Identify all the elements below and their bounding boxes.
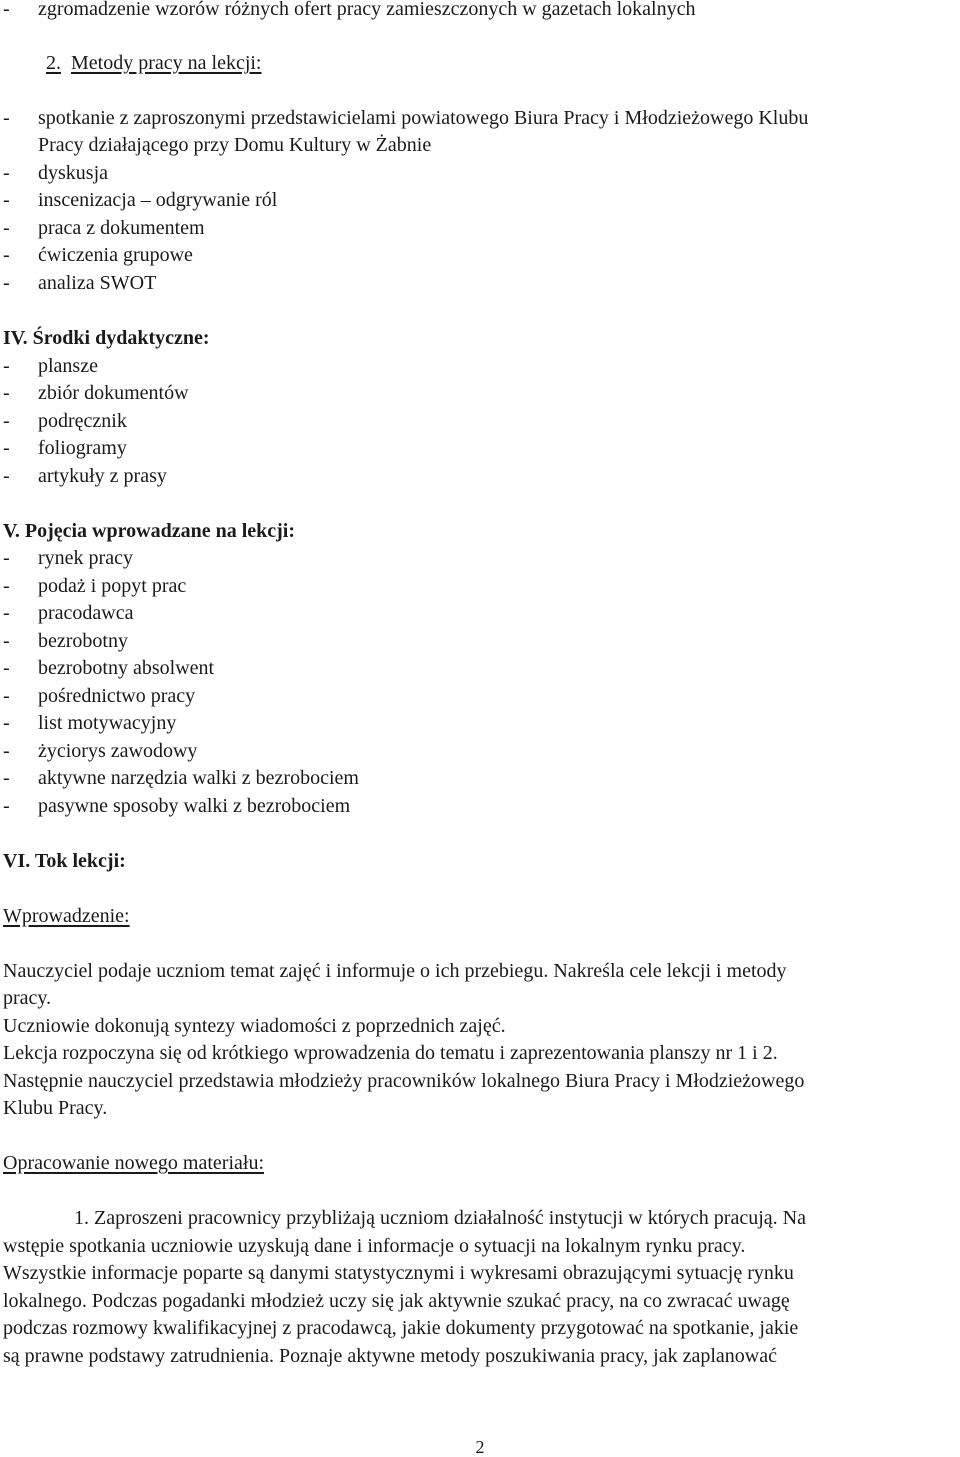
list-item-text: zgromadzenie wzorów różnych ofert pracy zamieszczonych w gazetach lokalnych <box>38 0 696 20</box>
paragraph-line: pracy. <box>3 987 52 1009</box>
paragraph-line: Wszystkie informacje poparte są danymi statystycznymi i wykresami obrazującymi sytuację rynku <box>3 1262 794 1284</box>
lesson-flow-heading: VI. Tok lekcji: <box>3 850 126 872</box>
bullet-dash: - <box>3 0 10 20</box>
list-item: - podręcznik <box>3 410 127 432</box>
list-item: - aktywne narzędzia walki z bezrobociem <box>3 767 359 789</box>
paragraph-line: wstępie spotkania uczniowie uzyskują dane i informacje o sytuacji na lokalnym rynku pracy. <box>3 1235 746 1257</box>
list-item: - bezrobotny <box>3 630 128 652</box>
concepts-heading: V. Pojęcia wprowadzane na lekcji: <box>3 520 296 542</box>
list-item: - podaż i popyt prac <box>3 575 187 597</box>
paragraph-line: Następnie nauczyciel przedstawia młodzieży pracowników lokalnego Biura Pracy i Młodzieżowego <box>3 1070 805 1092</box>
list-item: - foliogramy <box>3 437 127 459</box>
list-item: - pośrednictwo pracy <box>3 685 196 707</box>
list-item: - rynek pracy <box>3 547 133 569</box>
list-item: - list motywacyjny <box>3 712 177 734</box>
paragraph-line: Uczniowie dokonują syntezy wiadomości z poprzednich zajęć. <box>3 1015 506 1037</box>
list-item: - pasywne sposoby walki z bezrobociem <box>3 795 351 817</box>
paragraph-line: lokalnego. Podczas pogadanki młodzież uczy się jak aktywnie szukać pracy, na co zwracać uwagę <box>3 1290 790 1312</box>
methods-heading <box>46 50 262 77</box>
list-item-continuation: Pracy działającego przy Domu Kultury w Żabnie <box>38 134 432 156</box>
list-item: - artykuły z prasy <box>3 465 167 487</box>
methods-title: Metody pracy na lekcji: <box>71 52 262 74</box>
intro-label: Wprowadzenie: <box>3 905 130 927</box>
list-item: - spotkanie z zaproszonymi przedstawicielami powiatowego Biura Pracy i Młodzieżowego Klubu <box>3 107 809 129</box>
methods-number: 2. <box>46 52 61 74</box>
paragraph-line: Lekcja rozpoczyna się od krótkiego wprowadzenia do tematu i zaprezentowania planszy nr 1 i 2. <box>3 1042 778 1064</box>
page-number: 2 <box>475 1437 485 1457</box>
list-item: - praca z dokumentem <box>3 217 205 239</box>
list-item: - inscenizacja – odgrywanie ról <box>3 189 278 211</box>
list-item: - bezrobotny absolwent <box>3 657 215 679</box>
paragraph-line: są prawne podstawy zatrudnienia. Poznaje aktywne metody poszukiwania pracy, jak zaplanować <box>3 1345 777 1367</box>
paragraph-line: Nauczyciel podaje uczniom temat zajęć i informuje o ich przebiegu. Nakreśla cele lekcji i metody <box>3 960 787 982</box>
list-item: - pracodawca <box>3 602 134 624</box>
teaching-aids-heading: IV. Środki dydaktyczne: <box>3 327 210 349</box>
new-material-label: Opracowanie nowego materiału: <box>3 1152 265 1174</box>
paragraph-line: Klubu Pracy. <box>3 1097 108 1119</box>
list-item: - analiza SWOT <box>3 272 157 294</box>
list-item: - dyskusja <box>3 162 108 184</box>
list-item: - życiorys zawodowy <box>3 740 198 762</box>
list-item: - plansze <box>3 355 98 377</box>
paragraph-line: 1. Zaproszeni pracownicy przybliżają uczniom działalność instytucji w których pracują. Na <box>74 1207 806 1229</box>
paragraph-line: podczas rozmowy kwalifikacyjnej z pracodawcą, jakie dokumenty przygotować na spotkanie, jakie <box>3 1317 799 1339</box>
list-item <box>3 0 695 23</box>
list-item: - ćwiczenia grupowe <box>3 244 193 266</box>
list-item: - zbiór dokumentów <box>3 382 189 404</box>
